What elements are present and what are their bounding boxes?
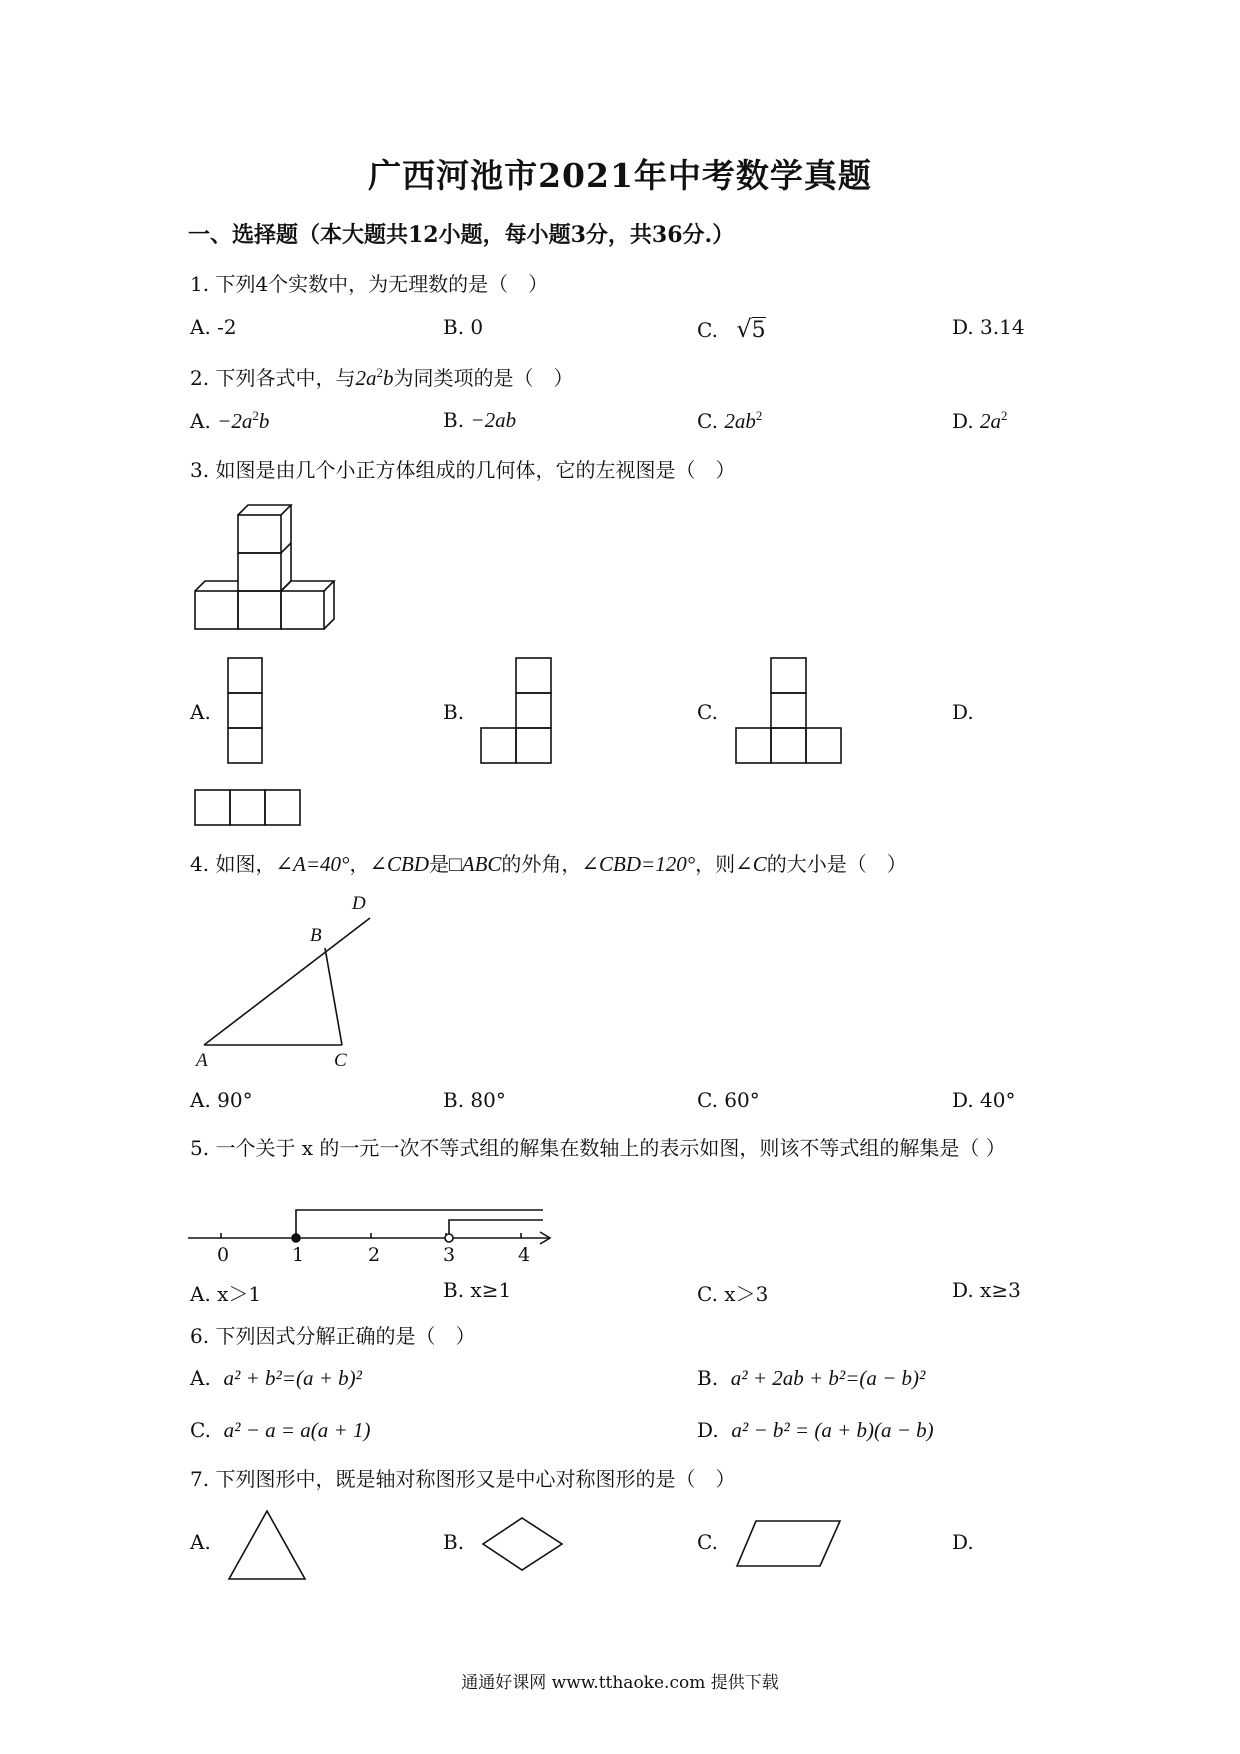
- q4-label-a: A: [196, 1050, 208, 1071]
- q7-rhombus: [480, 1515, 566, 1575]
- q5-option-b: B. x≥1: [443, 1278, 512, 1302]
- q1-radicand: 5: [751, 318, 766, 343]
- q3-option-a: A.: [190, 700, 211, 724]
- q2-stem-post: 为同类项的是（ ）: [393, 366, 574, 390]
- q7-option-c: C.: [697, 1530, 718, 1554]
- q6-option-a: A. a² + b²=(a + b)²: [190, 1366, 362, 1390]
- sqrt-sign: √: [736, 315, 752, 343]
- q3-option-d: D.: [952, 700, 974, 724]
- q6-option-b: B. a² + 2ab + b²=(a − b)²: [697, 1366, 926, 1390]
- q4-label-c: C: [334, 1050, 347, 1071]
- q3-option-c-figure: [734, 656, 846, 766]
- q2-stem-pre: 2. 下列各式中，与: [190, 366, 356, 390]
- q3-stem: 3. 如图是由几个小正方体组成的几何体，它的左视图是（ ）: [190, 458, 736, 482]
- q1-option-d: D. 3.14: [952, 315, 1025, 339]
- q3-extra-figure: [193, 788, 305, 828]
- page-title: 广西河池市2021年中考数学真题: [368, 156, 872, 195]
- q2-stem: [190, 362, 573, 391]
- q4-option-c: C. 60°: [697, 1088, 760, 1112]
- q1-option-a: A. -2: [190, 315, 237, 339]
- q5-tick-4: 4: [518, 1244, 531, 1266]
- q5-option-a: A. x＞1: [190, 1282, 262, 1306]
- q3-option-b-figure: [480, 656, 560, 766]
- q5-tick-2: 2: [368, 1244, 381, 1266]
- q7-triangle: [226, 1508, 310, 1583]
- q4-option-d: D. 40°: [952, 1088, 1016, 1112]
- q2-option-b: B. −2ab: [443, 408, 517, 432]
- q6-stem: 6. 下列因式分解正确的是（ ）: [190, 1324, 476, 1348]
- q5-stem: 5. 一个关于 x 的一元一次不等式组的解集在数轴上的表示如图，则该不等式组的解集是（ ）: [190, 1136, 1006, 1160]
- q4-stem: 4. 如图，∠A=40°，∠CBD是□ABC的外角，∠CBD=120°，则∠C的大小是（ ）: [190, 852, 907, 876]
- q5-option-c: C. x＞3: [697, 1282, 769, 1306]
- q1-option-b: B. 0: [443, 315, 484, 339]
- q1-option-c: [697, 315, 766, 343]
- q5-tick-1: 1: [292, 1244, 305, 1266]
- q2-option-a: A. $-2a^2b$: [190, 408, 270, 433]
- q5-option-d: D. x≥3: [952, 1278, 1021, 1302]
- q7-option-d: D.: [952, 1530, 974, 1554]
- q3-option-c: C.: [697, 700, 718, 724]
- q4-label-d: D: [352, 893, 366, 914]
- footer: 通通好课网 www.tthaoke.com 提供下载: [461, 1673, 779, 1693]
- q3-option-a-figure: [226, 656, 266, 766]
- q7-stem: 7. 下列图形中，既是轴对称图形又是中心对称图形的是（ ）: [190, 1467, 736, 1491]
- q7-parallelogram: [734, 1518, 844, 1570]
- q3-option-b: B.: [443, 700, 465, 724]
- q1-stem: 1. 下列4个实数中，为无理数的是（ ）: [190, 272, 549, 296]
- q4-triangle-figure: [190, 890, 390, 1070]
- q6-option-c: C. a² − a = a(a + 1): [190, 1418, 371, 1442]
- section-heading: 一、选择题（本大题共12小题，每小题3分，共36分.）: [188, 222, 735, 248]
- q6-option-d: D. a² − b² = (a + b)(a − b): [697, 1418, 934, 1442]
- q5-tick-0: 0: [217, 1244, 230, 1266]
- q4-option-b: B. 80°: [443, 1088, 506, 1112]
- q4-label-b: B: [310, 925, 322, 946]
- q2-stem-math: $2a^2b$: [355, 365, 394, 390]
- q4-option-a: A. 90°: [190, 1088, 253, 1112]
- q3-cube-figure: [190, 498, 340, 633]
- q2-option-c: C. $2ab^2$: [697, 408, 763, 433]
- q7-option-a: A.: [190, 1530, 211, 1554]
- q7-option-b: B.: [443, 1530, 465, 1554]
- q1-option-c-label: C.: [697, 318, 718, 342]
- q2-option-d: D. $2a^2$: [952, 408, 1008, 433]
- q5-tick-3: 3: [443, 1244, 456, 1266]
